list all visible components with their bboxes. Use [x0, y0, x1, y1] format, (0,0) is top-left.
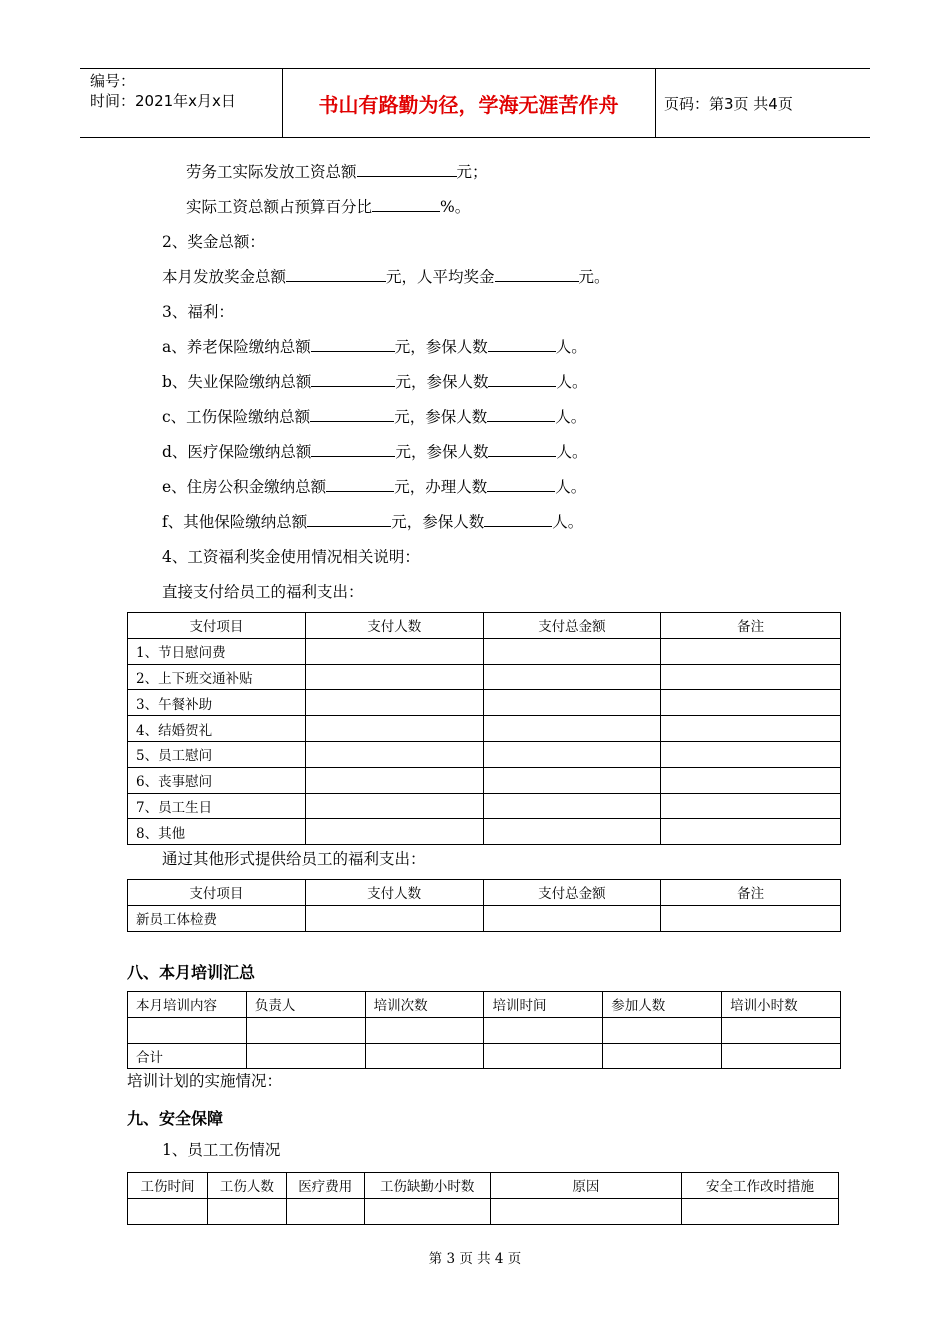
other-welfare-table [127, 879, 841, 932]
table-cell [661, 664, 841, 690]
table-header-cell: 支付总金额 [483, 613, 661, 639]
table-row [128, 767, 841, 793]
welfare-item [162, 442, 587, 462]
table-cell [364, 1198, 490, 1224]
table-header-cell: 负责人 [246, 992, 365, 1018]
table-header-row [128, 880, 841, 906]
unit-label: 人。 [555, 338, 587, 356]
table-cell [483, 716, 661, 742]
table-cell [661, 716, 841, 742]
table-row [128, 905, 841, 931]
table-cell [305, 741, 483, 767]
table-cell [246, 1043, 365, 1069]
page-footer: 第 3 页 共 4 页 [428, 1251, 522, 1267]
safety-section-heading: 九、安全保障 [127, 1109, 224, 1128]
welfare-item-label: f、其他保险缴纳总额 [162, 513, 308, 531]
fill-blank [311, 337, 395, 352]
unit-label: 人。 [556, 443, 588, 461]
table-header-cell: 支付总金额 [483, 880, 661, 906]
labor-salary-label: 劳务工实际发放工资总额 [186, 163, 357, 181]
fill-blank [488, 337, 556, 352]
table-row [128, 793, 841, 819]
table-cell [483, 793, 661, 819]
bonus-heading: 2、奖金总额： [162, 233, 265, 251]
training-table [127, 991, 841, 1069]
table-cell [661, 819, 841, 845]
training-plan-label: 培训计划的实施情况： [127, 1072, 283, 1090]
page-header [80, 68, 870, 138]
table-cell [483, 690, 661, 716]
welfare-item-label: d、医疗保险缴纳总额 [162, 443, 312, 461]
table-cell [246, 1017, 365, 1043]
table-header-cell: 支付人数 [305, 880, 483, 906]
table-cell [305, 690, 483, 716]
welfare-item-label: e、住房公积金缴纳总额 [162, 478, 327, 496]
bonus-line [162, 267, 610, 287]
table-header-cell: 本月培训内容 [128, 992, 247, 1018]
welfare-count-label: 元，参保人数 [391, 513, 485, 531]
unit-label: 元； [456, 163, 488, 181]
welfare-item-label: c、工伤保险缴纳总额 [162, 408, 311, 426]
document-date-label: 时间：2021年x月x日 [90, 92, 236, 110]
injury-sub-heading: 1、员工工伤情况 [162, 1141, 281, 1159]
bonus-total-label: 本月发放奖金总额 [162, 268, 287, 286]
table-header-cell: 参加人数 [603, 992, 722, 1018]
table-header-row [128, 992, 841, 1018]
unit-label: 人。 [556, 373, 588, 391]
table-cell [483, 638, 661, 664]
table-header-cell: 安全工作改时措施 [682, 1173, 839, 1199]
table-cell: 2、上下班交通补贴 [128, 664, 306, 690]
table-cell [286, 1198, 364, 1224]
table-header-cell: 培训次数 [365, 992, 484, 1018]
table-cell [305, 767, 483, 793]
header-page-number: 页码：第3页 共4页 [664, 95, 793, 113]
table-cell [128, 1198, 208, 1224]
welfare-item-label: a、养老保险缴纳总额 [162, 338, 311, 356]
welfare-item [162, 407, 586, 427]
document-number-label: 编号： [90, 72, 136, 90]
table-header-cell: 工伤缺勤小时数 [364, 1173, 490, 1199]
welfare-item [162, 337, 587, 357]
other-welfare-label: 通过其他形式提供给员工的福利支出： [162, 850, 426, 868]
table-header-row [128, 1173, 839, 1199]
table-header-cell: 培训小时数 [722, 992, 841, 1018]
table-row [128, 819, 841, 845]
table-total-cell: 合计 [128, 1043, 247, 1069]
table-cell [722, 1043, 841, 1069]
table-row [128, 716, 841, 742]
table-header-row [128, 613, 841, 639]
unit-label: 元。 [578, 268, 610, 286]
table-cell: 6、丧事慰问 [128, 767, 306, 793]
welfare-count-label: 元，参保人数 [395, 373, 489, 391]
fill-blank [311, 442, 395, 457]
table-cell [661, 690, 841, 716]
table-header-cell: 备注 [661, 880, 841, 906]
table-header-cell: 备注 [661, 613, 841, 639]
table-cell [682, 1198, 839, 1224]
table-cell [661, 793, 841, 819]
header-motto: 书山有路勤为径，学海无涯苦作舟 [318, 92, 619, 117]
explain-heading: 4、工资福利奖金使用情况相关说明： [162, 548, 420, 566]
table-cell [483, 819, 661, 845]
table-header-cell: 支付人数 [305, 613, 483, 639]
labor-salary-line [186, 162, 488, 182]
welfare-heading: 3、福利： [162, 303, 234, 321]
direct-welfare-table [127, 612, 841, 845]
table-header-cell: 支付项目 [128, 880, 306, 906]
table-cell [365, 1043, 484, 1069]
table-header-cell: 支付项目 [128, 613, 306, 639]
unit-label: 人。 [555, 408, 587, 426]
table-header-cell: 工伤时间 [128, 1173, 208, 1199]
fill-blank [310, 407, 394, 422]
header-meta [90, 71, 236, 111]
table-cell [661, 905, 841, 931]
training-section-heading: 八、本月培训汇总 [127, 963, 256, 982]
unit-label: 人。 [555, 478, 587, 496]
fill-blank [484, 512, 552, 527]
table-cell [490, 1198, 681, 1224]
table-cell [483, 767, 661, 793]
welfare-count-label: 元，参保人数 [395, 443, 489, 461]
table-cell: 5、员工慰问 [128, 741, 306, 767]
table-row [128, 741, 841, 767]
unit-label: %。 [440, 198, 471, 216]
table-cell [661, 741, 841, 767]
fill-blank [495, 267, 579, 282]
table-row [128, 664, 841, 690]
header-divider [655, 69, 656, 137]
table-header-cell: 原因 [490, 1173, 681, 1199]
table-cell [661, 767, 841, 793]
table-row [128, 1043, 841, 1069]
fill-blank [326, 477, 394, 492]
welfare-item [162, 372, 587, 392]
fill-blank [357, 162, 457, 177]
fill-blank [286, 267, 386, 282]
table-cell: 4、结婚贺礼 [128, 716, 306, 742]
table-cell [128, 1017, 247, 1043]
unit-label: 人。 [552, 513, 584, 531]
table-row [128, 638, 841, 664]
table-header-cell: 工伤人数 [207, 1173, 286, 1199]
fill-blank [372, 197, 440, 212]
welfare-item [162, 477, 586, 497]
table-cell: 8、其他 [128, 819, 306, 845]
table-cell [365, 1017, 484, 1043]
table-cell [722, 1017, 841, 1043]
table-cell [305, 819, 483, 845]
table-row [128, 1017, 841, 1043]
table-cell [305, 793, 483, 819]
bonus-avg-label: 元，人平均奖金 [386, 268, 495, 286]
table-cell [484, 1017, 603, 1043]
table-header-cell: 培训时间 [484, 992, 603, 1018]
table-row [128, 1198, 839, 1224]
table-cell [207, 1198, 286, 1224]
table-cell: 1、节日慰问费 [128, 638, 306, 664]
welfare-count-label: 元，办理人数 [394, 478, 488, 496]
fill-blank [307, 512, 391, 527]
table-cell [305, 716, 483, 742]
fill-blank [311, 372, 395, 387]
table-cell: 7、员工生日 [128, 793, 306, 819]
welfare-item [162, 512, 583, 532]
table-cell [305, 664, 483, 690]
direct-welfare-label: 直接支付给员工的福利支出： [162, 583, 364, 601]
table-cell [603, 1043, 722, 1069]
fill-blank [487, 477, 555, 492]
fill-blank [488, 372, 556, 387]
table-cell [305, 905, 483, 931]
table-cell [661, 638, 841, 664]
table-cell: 新员工体检费 [128, 905, 306, 931]
table-cell [305, 638, 483, 664]
welfare-item-label: b、失业保险缴纳总额 [162, 373, 312, 391]
salary-ratio-label: 实际工资总额占预算百分比 [186, 198, 373, 216]
salary-ratio-line [186, 197, 470, 217]
welfare-count-label: 元，参保人数 [394, 408, 488, 426]
table-cell [483, 741, 661, 767]
table-cell [484, 1043, 603, 1069]
table-cell: 3、午餐补助 [128, 690, 306, 716]
table-cell [603, 1017, 722, 1043]
table-cell [483, 664, 661, 690]
table-cell [483, 905, 661, 931]
injury-table [127, 1172, 839, 1225]
table-row [128, 690, 841, 716]
fill-blank [488, 442, 556, 457]
fill-blank [487, 407, 555, 422]
table-header-cell: 医疗费用 [286, 1173, 364, 1199]
welfare-count-label: 元，参保人数 [394, 338, 488, 356]
